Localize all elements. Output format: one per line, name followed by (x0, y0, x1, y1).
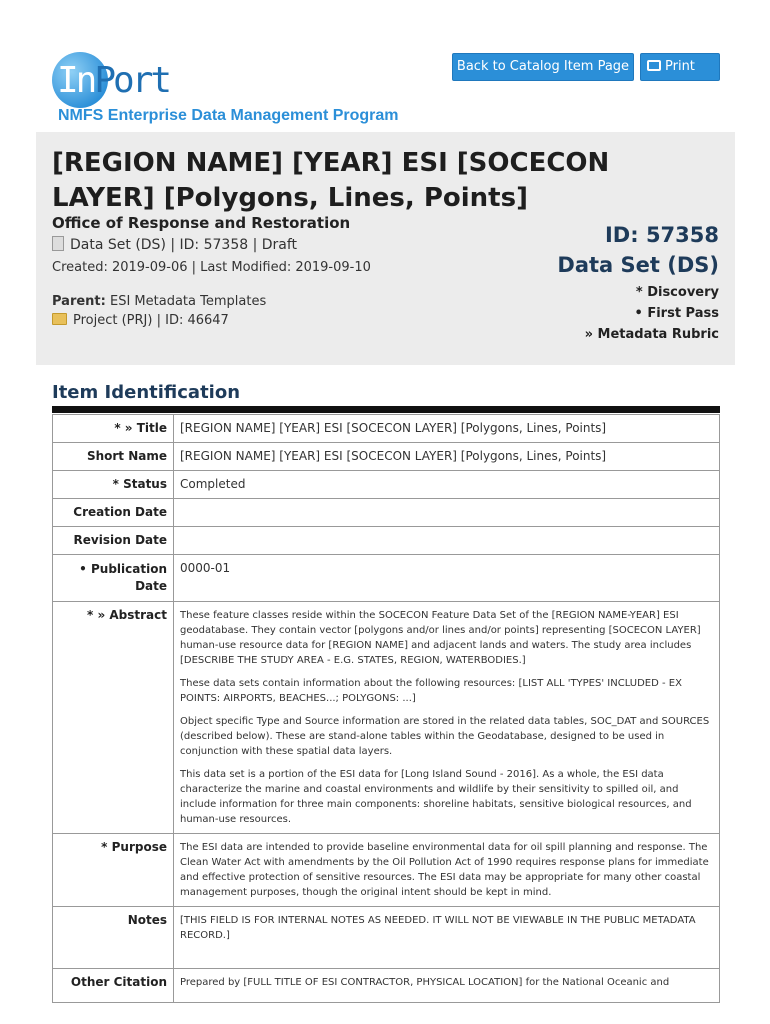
id-block (557, 220, 719, 280)
row-label: Notes (53, 907, 174, 969)
record-header (36, 132, 735, 365)
section-divider (52, 406, 720, 413)
row-label: Creation Date (53, 499, 174, 527)
abstract-paragraph: These data sets contain information about the following resources: [LIST ALL 'TYPES' INCLUDED - EX POINTS: AIRPORTS, BEACHES...; POLYGONS: ...] (180, 678, 682, 704)
section-title: Item Identification (52, 382, 241, 403)
flag-metadata-rubric: » Metadata Rubric (584, 327, 719, 342)
row-value: [REGION NAME] [YEAR] ESI [SOCECON LAYER] [Polygons, Lines, Points] (174, 443, 720, 471)
row-value: [REGION NAME] [YEAR] ESI [SOCECON LAYER] [Polygons, Lines, Points] (174, 415, 720, 443)
row-label: * » Abstract (53, 602, 174, 834)
top-actions (452, 53, 720, 81)
logo-wordmark (57, 61, 169, 101)
row-value: Completed (174, 471, 720, 499)
parent-label: Parent: (52, 294, 106, 309)
item-identification-table (52, 414, 720, 1003)
document-icon (52, 236, 64, 251)
table-row (53, 555, 720, 602)
record-id-big: ID: 57358 (604, 223, 719, 247)
parent-line (52, 294, 266, 309)
table-row (53, 527, 720, 555)
back-to-catalog-button[interactable]: Back to Catalog Item Page (452, 53, 634, 81)
row-value (174, 527, 720, 555)
table-row (53, 834, 720, 907)
abstract-paragraph: These feature classes reside within the SOCECON Feature Data Set of the [REGION NAME-YEAR] ESI geodatabase. They contain vector [polygons and/or lines and/or points] representing [SOCECON LAYER] human-use resource data for [REGION NAME] and adjacent lands and waters. The study area includes [DESCRIBE THE STUDY AREA - E.G. STATES, REGION, WATERBODIES.] (180, 610, 701, 666)
parent-project-line (52, 313, 229, 328)
page-title: [REGION NAME] [YEAR] ESI [SOCECON LAYER] [Polygons, Lines, Points] (52, 148, 610, 213)
parent-project-text[interactable]: Project (PRJ) | ID: 46647 (73, 313, 229, 328)
abstract-value (174, 602, 720, 834)
row-value: The ESI data are intended to provide baseline environmental data for oil spill planning and response. The Clean Water Act with amendments by the Oil Pollution Act of 1990 requires response plans for immediate and effective protection of sensitive resources. The ESI data may be appropriate for many other coastal management purposes, though the original intent should be kept in mind. (174, 834, 720, 907)
table-row (53, 443, 720, 471)
row-label: Revision Date (53, 527, 174, 555)
row-label: * » Title (53, 415, 174, 443)
inport-logo[interactable] (52, 52, 399, 132)
print-label: Print (665, 59, 695, 74)
record-type-big: Data Set (DS) (557, 253, 719, 277)
abstract-paragraph: Object specific Type and Source information are stored in the related data tables, SOC_DAT and SOURCES (described below). These are stand-alone tables within the Geodatabase, designed to be used in conjunction with these spatial data layers. (180, 716, 710, 757)
parent-link[interactable]: ESI Metadata Templates (110, 294, 267, 309)
row-label: * Status (53, 471, 174, 499)
record-type-line (52, 236, 297, 253)
row-value: 0000-01 (174, 555, 720, 602)
row-label: • Publication Date (53, 555, 174, 602)
table-row (53, 415, 720, 443)
flag-discovery: * Discovery (635, 285, 719, 300)
row-value: [THIS FIELD IS FOR INTERNAL NOTES AS NEEDED. IT WILL NOT BE VIEWABLE IN THE PUBLIC METADATA RECORD.] (174, 907, 720, 969)
row-value: Prepared by [FULL TITLE OF ESI CONTRACTOR, PHYSICAL LOCATION] for the National Oceanic and (174, 969, 720, 1003)
row-value (174, 499, 720, 527)
table-row (53, 602, 720, 834)
abstract-paragraph: This data set is a portion of the ESI data for [Long Island Sound - 2016]. As a whole, the ESI data characterize the marine and coastal environments and wildlife by their sensitivity to spilled oil, and include information for three main components: shoreline habitats, sensitive biological resources, and human-use resources. (180, 769, 692, 825)
row-label: Other Citation (53, 969, 174, 1003)
rubric-flags (585, 282, 719, 345)
folder-icon (52, 313, 67, 325)
flag-first-pass: • First Pass (634, 306, 719, 321)
row-label: Short Name (53, 443, 174, 471)
table-row (53, 907, 720, 969)
printer-icon (647, 60, 661, 71)
table-row (53, 499, 720, 527)
row-label: * Purpose (53, 834, 174, 907)
logo-word-first: In (57, 60, 95, 101)
logo-word-rest: Port (94, 60, 170, 101)
table-row (53, 969, 720, 1003)
print-button[interactable] (640, 53, 720, 81)
record-type-text: Data Set (DS) | ID: 57358 | Draft (70, 237, 298, 253)
record-dates: Created: 2019-09-06 | Last Modified: 2019-09-10 (52, 260, 371, 275)
logo-subtitle: NMFS Enterprise Data Management Program (58, 107, 399, 124)
organization-name: Office of Response and Restoration (52, 214, 351, 232)
table-row (53, 471, 720, 499)
